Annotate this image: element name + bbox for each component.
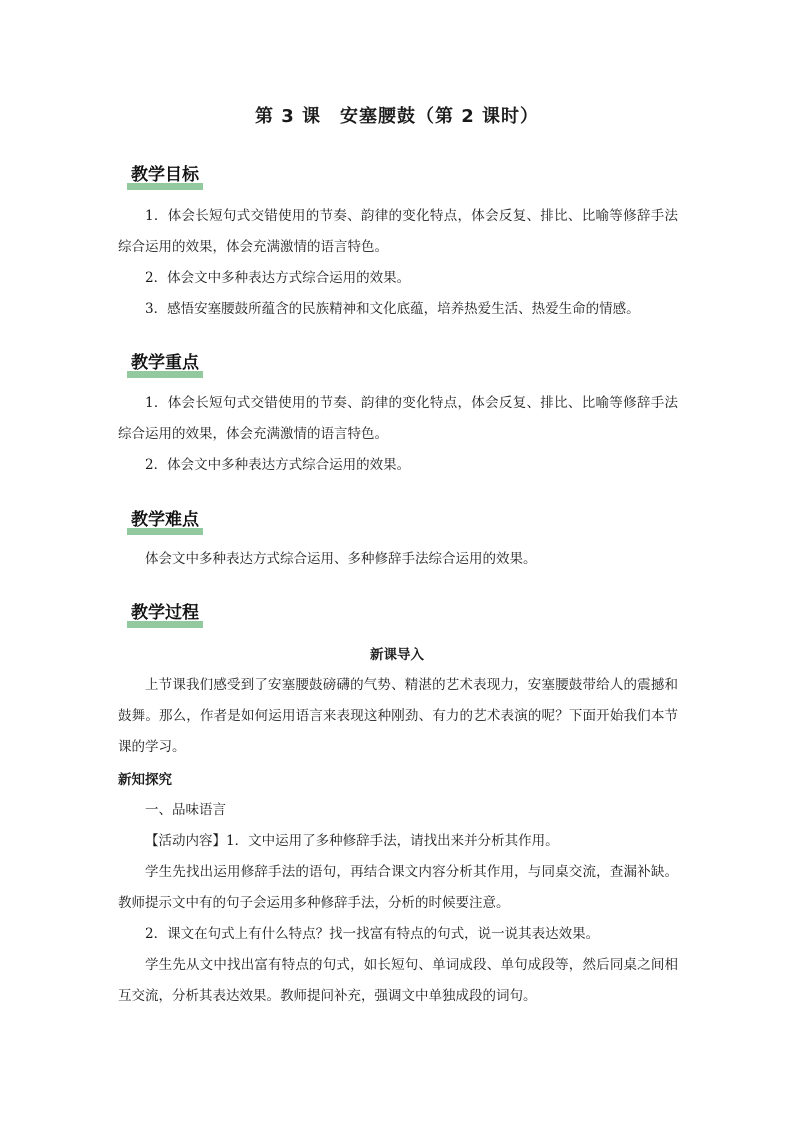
key-point-item-1: 1．体会长短句式交错使用的节奏、韵律的变化特点，体会反复、排比、比喻等修辞手法综合运用的效果，体会充满激情的语言特色。 xyxy=(118,395,678,442)
goal-item-2: 2．体会文中多种表达方式综合运用的效果。 xyxy=(145,270,411,286)
intro-heading: 新课导入 xyxy=(370,647,424,663)
intro-text: 上节课我们感受到了安塞腰鼓磅礴的气势、精湛的艺术表现力，安塞腰鼓带给人的震撼和鼓舞。那么，作者是如何运用语言来表现这种刚劲、有力的艺术表演的呢？下面开始我们本节课的学习。 xyxy=(118,677,678,755)
activity-1: 【活动内容】1．文中运用了多种修辞手法，请找出来并分析其作用。 xyxy=(145,833,559,849)
activity-2: 2．课文在句式上有什么特点？找一找富有特点的句式，说一说其表达效果。 xyxy=(145,926,600,942)
section-heading-process: 教学过程 xyxy=(127,598,203,625)
section-heading-key-points: 教学重点 xyxy=(127,348,203,375)
sub-heading-language: 一、品味语言 xyxy=(145,802,226,818)
activity-2-desc: 学生先从文中找出富有特点的句式，如长短句、单词成段、单句成段等，然后同桌之间相互交流，分析其表达效果。教师提问补充，强调文中单独成段的词句。 xyxy=(118,957,678,1004)
section-heading-difficulties: 教学难点 xyxy=(127,505,203,532)
goal-item-1: 1．体会长短句式交错使用的节奏、韵律的变化特点，体会反复、排比、比喻等修辞手法综合运用的效果，体会充满激情的语言特色。 xyxy=(118,208,678,255)
difficulty-text: 体会文中多种表达方式综合运用、多种修辞手法综合运用的效果。 xyxy=(145,551,537,567)
goal-item-3: 3．感悟安塞腰鼓所蕴含的民族精神和文化底蕴，培养热爱生活、热爱生命的情感。 xyxy=(145,301,640,317)
explore-heading: 新知探究 xyxy=(118,772,172,788)
page-title: 第 3 课 安塞腰鼓（第 2 课时） xyxy=(254,106,540,127)
activity-1-desc: 学生先找出运用修辞手法的语句，再结合课文内容分析其作用，与同桌交流，查漏补缺。教师提示文中有的句子会运用多种修辞手法，分析的时候要注意。 xyxy=(118,864,678,911)
key-point-item-2: 2．体会文中多种表达方式综合运用的效果。 xyxy=(145,457,411,473)
section-heading-goals: 教学目标 xyxy=(127,160,203,187)
